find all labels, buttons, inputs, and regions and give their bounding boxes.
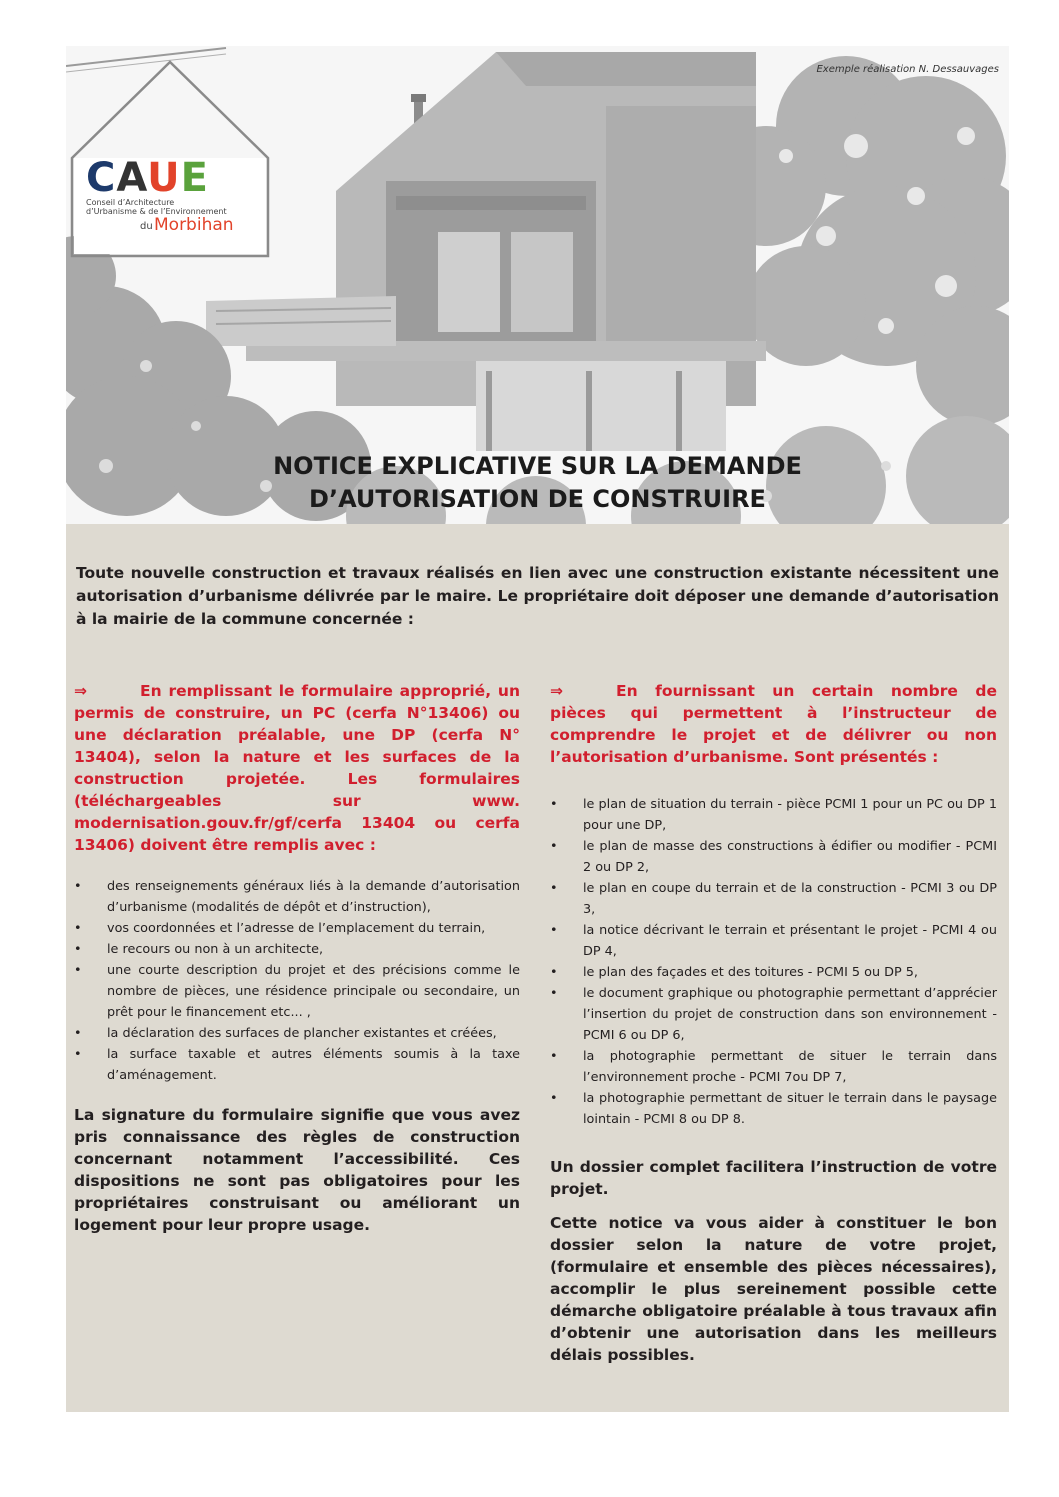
list-item: • le document graphique ou photographie permettant d’apprécier l’insertion du projet de construction dans son environnement - PCMI 6 ou DP 6, bbox=[550, 983, 997, 1046]
left-bullet-list bbox=[74, 876, 520, 1086]
list-item: • le plan de situation du terrain - pièce PCMI 1 pour un PC ou DP 1 pour une DP, bbox=[550, 794, 997, 836]
logo-du: du bbox=[140, 221, 153, 232]
left-heading-text: En remplissant le formulaire approprié, un permis de construire, un PC (cerfa N°13406) ou une déclaration préalable, une DP (cerfa N° 13404), selon la nature et les surfaces de la construction projetée. Les formulaires (téléchargeables sur www. modernisation.gouv.fr/gf/cerfa 13404 ou cerfa 13406) doivent être remplis avec : bbox=[74, 682, 520, 854]
right-bullet-list bbox=[550, 794, 997, 1130]
list-item: • une courte description du projet et des précisions comme le nombre de pièces, une résidence principale ou secondaire, un prêt pour le financement etc... , bbox=[74, 960, 520, 1023]
list-item: • la déclaration des surfaces de plancher existantes et créées, bbox=[74, 1023, 520, 1044]
caue-logo bbox=[72, 60, 268, 258]
intro-paragraph: Toute nouvelle construction et travaux réalisés en lien avec une construction existante nécessitent une autorisation d’urbanisme délivrée par le maire. Le propriétaire doit déposer une demande d’autorisation à la mairie de la commune concernée : bbox=[76, 564, 999, 628]
logo-letter-c: C bbox=[86, 155, 117, 201]
right-column bbox=[550, 680, 997, 1366]
page-title-line1: NOTICE EXPLICATIVE SUR LA DEMANDE bbox=[273, 452, 802, 480]
right-heading bbox=[550, 680, 997, 768]
page-title-line2: D’AUTORISATION DE CONSTRUIRE bbox=[309, 485, 766, 513]
list-item: • la surface taxable et autres éléments soumis à la taxe d’aménagement. bbox=[74, 1044, 520, 1086]
arrow-icon: ⇒ bbox=[74, 682, 87, 700]
logo-department: Morbihan bbox=[154, 215, 234, 235]
page-title bbox=[66, 450, 1009, 516]
list-item: • le recours ou non à un architecte, bbox=[74, 939, 520, 960]
right-heading-text: En fournissant un certain nombre de pièces qui permettent à l’instructeur de comprendre le projet et de délivrer ou non l’autorisation d’urbanisme. Sont présentés : bbox=[550, 682, 997, 766]
list-item: • la photographie permettant de situer le terrain dans l’environnement proche - PCMI 7ou DP 7, bbox=[550, 1046, 997, 1088]
logo-wordmark bbox=[86, 155, 209, 201]
list-item: • des renseignements généraux liés à la demande d’autorisation d’urbanisme (modalités de dépôt et d’instruction), bbox=[74, 876, 520, 918]
logo-letter-e: E bbox=[180, 155, 209, 201]
list-item: • vos coordonnées et l’adresse de l’emplacement du terrain, bbox=[74, 918, 520, 939]
photo-credit: Exemple réalisation N. Dessauvages bbox=[816, 64, 999, 75]
hero-illustration bbox=[66, 46, 1009, 524]
left-column bbox=[74, 680, 520, 1236]
list-item: • le plan des façades et des toitures - PCMI 5 ou DP 5, bbox=[550, 962, 997, 983]
left-closing-paragraph: La signature du formulaire signifie que vous avez pris connaissance des règles de construction concernant notamment l’accessibilité. Ces dispositions ne sont pas obligatoires pour les propriétaires construisant ou améliorant un logement pour leur propre usage. bbox=[74, 1106, 520, 1234]
left-heading bbox=[74, 680, 520, 856]
logo-letter-a: A bbox=[116, 155, 148, 201]
logo-subtitle-line2: d’Urbanisme & de l’Environnement bbox=[86, 207, 227, 216]
right-closing-paragraph-1: Un dossier complet facilitera l’instruction de votre projet. bbox=[550, 1158, 997, 1198]
list-item: • le plan de masse des constructions à édifier ou modifier - PCMI 2 ou DP 2, bbox=[550, 836, 997, 878]
list-item: • la notice décrivant le terrain et présentant le projet - PCMI 4 ou DP 4, bbox=[550, 920, 997, 962]
logo-letter-u: U bbox=[147, 155, 181, 201]
content-panel bbox=[66, 524, 1009, 1412]
right-closing-paragraph-2: Cette notice va vous aider à constituer le bon dossier selon la nature de votre projet, (formulaire et ensemble des pièces nécessaires), accomplir le plus sereinement possible cette démarche obligatoire préalable à tous travaux afin d’obtenir une autorisation dans les meilleurs délais possibles. bbox=[550, 1214, 997, 1364]
logo-subtitle-line1: Conseil d’Architecture bbox=[86, 198, 175, 207]
list-item: • la photographie permettant de situer le terrain dans le paysage lointain - PCMI 8 ou DP 8. bbox=[550, 1088, 997, 1130]
arrow-icon: ⇒ bbox=[550, 682, 563, 700]
list-item: • le plan en coupe du terrain et de la construction - PCMI 3 ou DP 3, bbox=[550, 878, 997, 920]
